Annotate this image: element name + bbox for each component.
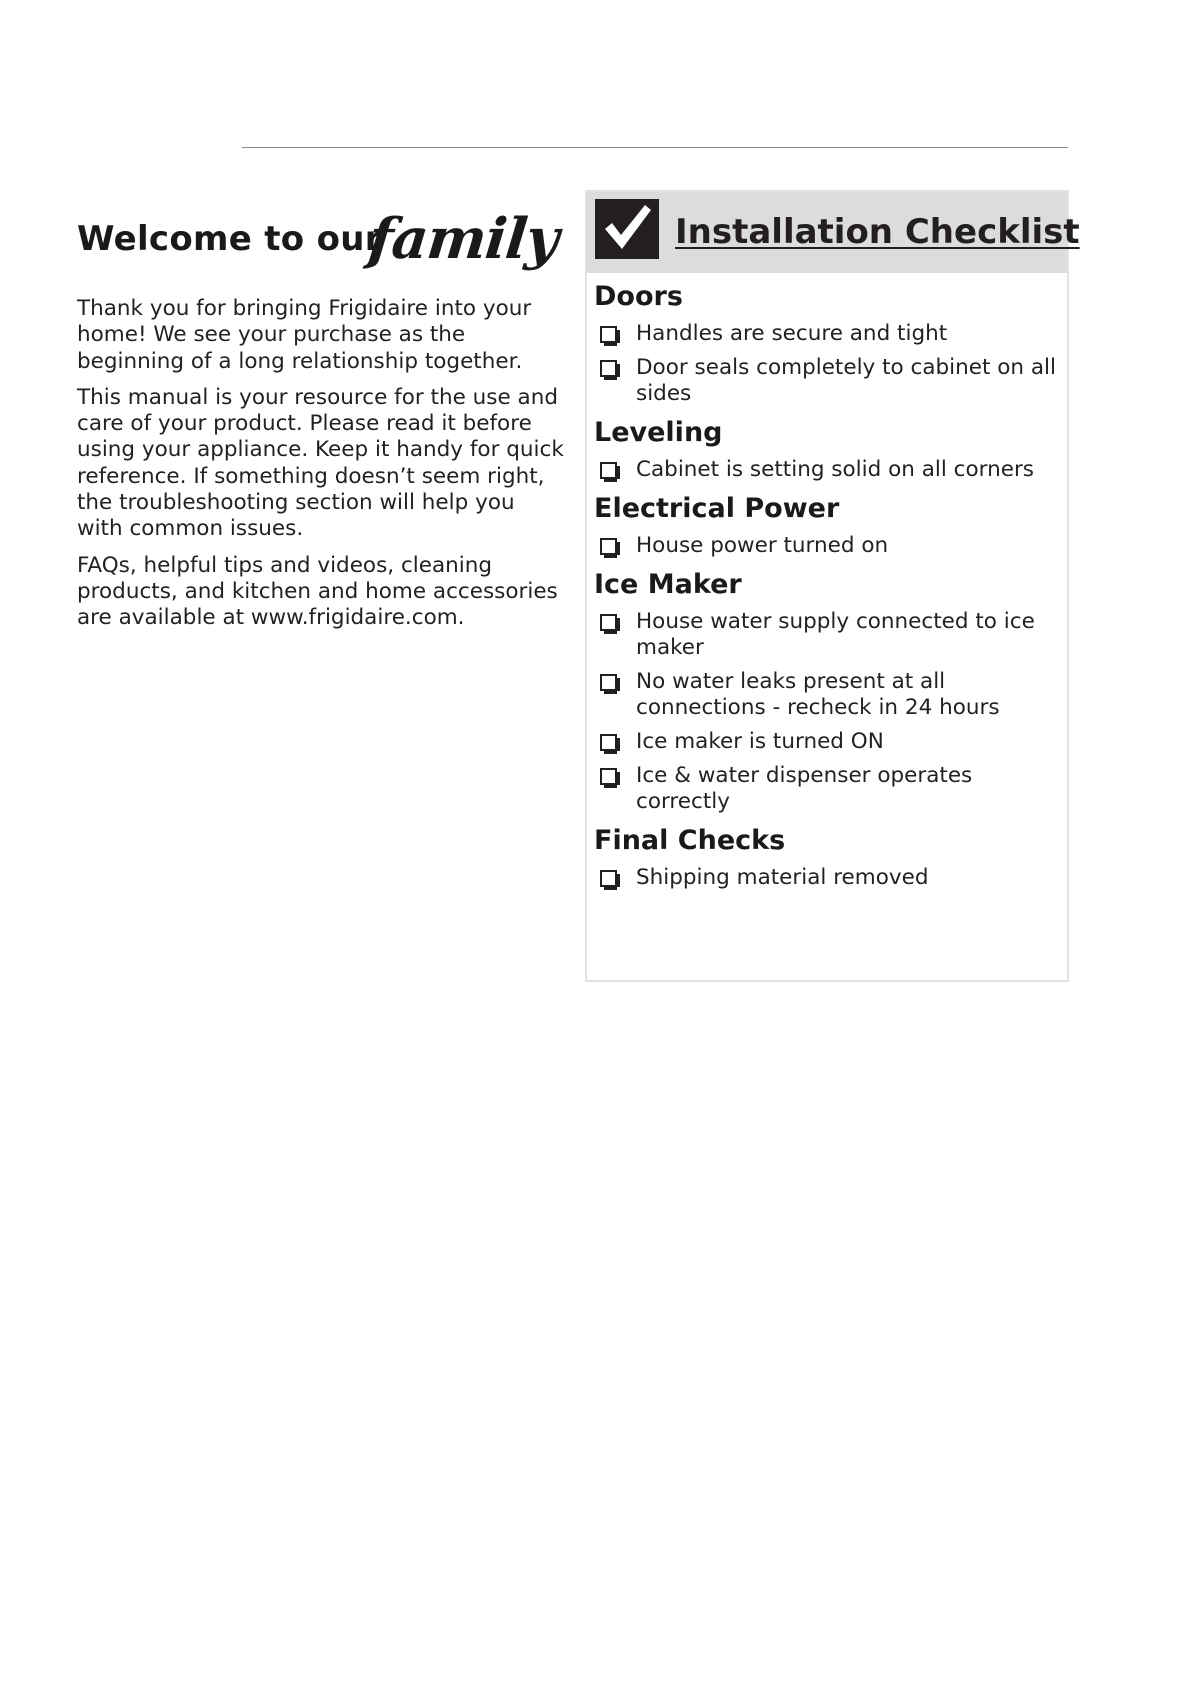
header-divider bbox=[242, 147, 1068, 148]
section-final-checks bbox=[594, 823, 1067, 891]
checklist-item-label: Ice & water dispenser operates correctly bbox=[636, 763, 973, 814]
checkbox-icon[interactable] bbox=[600, 674, 617, 691]
checklist-item bbox=[594, 729, 1067, 755]
welcome-paragraph-manual: This manual is your resource for the use and care of your product. Please read it before using your appliance. Keep it handy for quick reference. If something doesn’t seem right, the troubleshooting section will help you with common issues. bbox=[77, 384, 564, 542]
checkbox-icon[interactable] bbox=[600, 768, 617, 785]
welcome-heading-lead: Welcome to our bbox=[77, 219, 382, 259]
section-heading: Leveling bbox=[594, 417, 723, 448]
checklist-header bbox=[587, 192, 1080, 273]
checkbox-icon[interactable] bbox=[600, 870, 617, 887]
welcome-heading bbox=[77, 200, 567, 296]
checklist-item-label: Ice maker is turned ON bbox=[636, 729, 884, 754]
welcome-paragraph-faqs: FAQs, helpful tips and videos, cleaning products, and kitchen and home accessories are available at www.frigidaire.com. bbox=[77, 552, 558, 631]
checklist-title: Installation Checklist bbox=[675, 212, 1080, 252]
checklist-item bbox=[594, 609, 1067, 661]
checklist-item-label: No water leaks present at all connections - recheck in 24 hours bbox=[636, 669, 1000, 720]
checkbox-icon[interactable] bbox=[600, 360, 617, 377]
checkbox-icon[interactable] bbox=[600, 326, 617, 343]
checklist-sections bbox=[587, 273, 1067, 891]
checklist-item bbox=[594, 865, 1067, 891]
section-electrical-power bbox=[594, 491, 1067, 559]
checkmark-icon bbox=[595, 199, 659, 259]
section-leveling bbox=[594, 415, 1067, 483]
checkbox-icon[interactable] bbox=[600, 538, 617, 555]
checkbox-icon[interactable] bbox=[600, 734, 617, 751]
section-ice-maker bbox=[594, 567, 1067, 815]
section-heading: Doors bbox=[594, 281, 683, 312]
section-heading: Electrical Power bbox=[594, 493, 840, 524]
checklist-item bbox=[594, 321, 1067, 347]
section-doors bbox=[594, 279, 1067, 407]
checkbox-icon[interactable] bbox=[600, 462, 617, 479]
checklist-item-label: Shipping material removed bbox=[636, 865, 929, 890]
checklist-item bbox=[594, 457, 1067, 483]
welcome-heading-script: family bbox=[365, 206, 562, 272]
welcome-section bbox=[77, 200, 567, 642]
checklist-item-label: House water supply connected to ice maker bbox=[636, 609, 1035, 660]
checklist-item-label: Handles are secure and tight bbox=[636, 321, 948, 346]
checklist-item bbox=[594, 355, 1067, 407]
installation-checklist bbox=[585, 190, 1080, 982]
section-heading: Ice Maker bbox=[594, 569, 742, 600]
checklist-item bbox=[594, 533, 1067, 559]
welcome-paragraph-thanks: Thank you for bringing Frigidaire into your home! We see your purchase as the beginning of a long relationship together. bbox=[77, 296, 532, 374]
checkbox-icon[interactable] bbox=[600, 614, 617, 631]
section-heading: Final Checks bbox=[594, 825, 786, 856]
checklist-item bbox=[594, 763, 1067, 815]
checklist-item bbox=[594, 669, 1067, 721]
checklist-item-label: House power turned on bbox=[636, 533, 889, 558]
checklist-item-label: Cabinet is setting solid on all corners bbox=[636, 457, 1034, 482]
checklist-item-label: Door seals completely to cabinet on all sides bbox=[636, 355, 1056, 406]
